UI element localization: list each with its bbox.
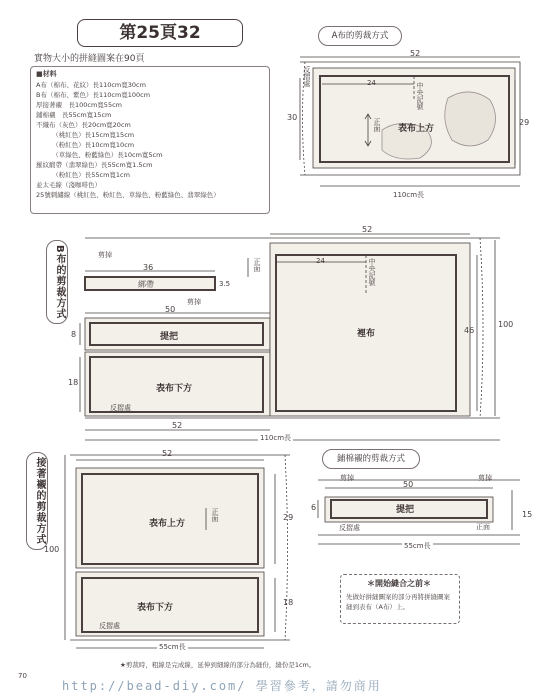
b-lining-height: 46 — [464, 326, 475, 335]
b-total-length: 110cm長 — [260, 434, 292, 442]
d-fold-label: 反摺處 — [339, 524, 360, 532]
material-line: B布（棉布、紫色）長110cm寬100cm — [36, 91, 151, 99]
a-appliqué-motif — [445, 92, 496, 146]
d-cut-label-2: 剪掉 — [478, 474, 492, 482]
b-total-height: 100 — [498, 320, 514, 329]
b-lining-width: 52 — [362, 225, 373, 234]
material-line: 不織布（灰色）長20cm寬20cm — [36, 121, 131, 129]
material-line: A布（棉布、花紋）長110cm寬30cm — [36, 81, 146, 89]
b-fold-label: 反摺處 — [110, 404, 131, 412]
material-line: 羅紋緞帶（翡翠綠色）長55cm寬1.5cm — [36, 161, 153, 169]
b-cut-label-2: 剪掉 — [187, 298, 201, 306]
c-lower-height: 18 — [283, 598, 294, 607]
section-b-label: B布的剪裁方式 — [46, 240, 68, 324]
b-strip-label: 綁帶 — [138, 280, 154, 289]
a-fold-label: 反摺處 — [303, 66, 311, 87]
b-bottom-width: 52 — [172, 421, 183, 430]
materials-title: ■材料 — [36, 70, 57, 78]
b-handle-width: 50 — [165, 305, 176, 314]
notice-body: 先做好拼縫圖案的部分再將拼縫圖案縫到表布（A布）上。 — [346, 593, 450, 611]
material-line: （桃紅色）長15cm寬15cm — [36, 131, 135, 139]
d-total-length: 55cm長 — [404, 542, 431, 550]
b-cut-label-1: 剪掉 — [98, 251, 112, 259]
material-line: 並太毛線（淺咖啡色） — [36, 181, 101, 189]
b-lower-label: 表布下方 — [156, 384, 193, 394]
b-front-label: 正面 — [253, 258, 261, 272]
c-torn-edge — [285, 455, 288, 640]
page-number: 70 — [18, 672, 27, 680]
b-center-mark-label: 中央記號 — [368, 258, 376, 286]
d-width: 50 — [403, 480, 414, 489]
b-fabric-torn-edge — [480, 238, 483, 418]
a-width-inner: 24 — [367, 79, 376, 87]
b-strip-width: 36 — [143, 263, 154, 272]
c-upper-height: 29 — [283, 513, 294, 522]
a-center-mark-label: 中央記號 — [416, 82, 424, 110]
material-line: 25號刺繡線（桃紅色、粉紅色、草綠色、粉藍綠色、翡翠綠色） — [36, 191, 220, 199]
material-line: 鋪棉襯 長55cm寬15cm — [36, 111, 112, 119]
b-handle-label: 提把 — [160, 332, 179, 342]
material-line: （粉紅色）長55cm寬1cm — [36, 171, 130, 179]
c-fold-label: 反摺處 — [99, 622, 120, 630]
b-lower-height: 18 — [68, 378, 79, 387]
page-subtitle: 實物大小的拼縫圖案在90頁 — [34, 54, 145, 64]
c-total-height: 100 — [44, 545, 60, 554]
d-front-label: 正面 — [476, 523, 490, 531]
page-title: 第25頁32 — [77, 19, 243, 47]
section-c-label: 接著襯的剪裁方式 — [26, 452, 48, 550]
a-piece-label: 表布上方 — [398, 124, 435, 134]
a-total-length: 110cm長 — [393, 191, 425, 199]
c-upper-label: 表布上方 — [149, 519, 186, 529]
material-line: （草綠色、粉藍綠色）長10cm寬5cm — [36, 151, 163, 159]
a-height-left: 30 — [287, 113, 298, 122]
footer-note: ★剪裁時，粗線是完成線，延伸到細線的部分為縫份，縫份是1cm。 — [120, 661, 316, 669]
section-a-label: A布的剪裁方式 — [318, 26, 402, 46]
d-piece-label: 提把 — [396, 505, 415, 515]
material-line: 厚接著襯 長100cm寬55cm — [36, 101, 122, 109]
a-front-label: 正面 — [373, 118, 381, 132]
a-width-top: 52 — [410, 49, 421, 58]
d-height-left: 6 — [311, 503, 317, 512]
d-height-right: 15 — [522, 510, 533, 519]
c-total-length: 55cm長 — [159, 643, 186, 651]
c-front-label: 正面 — [211, 508, 219, 522]
b-strip-height: 3.5 — [219, 280, 231, 288]
a-height-right: 29 — [519, 118, 530, 127]
material-line: （粉紅色）長10cm寬10cm — [36, 141, 135, 149]
c-width-top: 52 — [162, 449, 173, 458]
c-lower-label: 表布下方 — [137, 603, 174, 613]
b-handle-height: 8 — [71, 330, 77, 339]
section-d-label: 鋪棉襯的剪裁方式 — [322, 449, 420, 469]
b-lining-inner: 24 — [316, 257, 325, 265]
d-cut-label-1: 剪掉 — [340, 474, 354, 482]
b-lining-label: 裡布 — [357, 329, 376, 339]
watermark: http://bead-diy.com/ 學習參考，請勿商用 — [62, 679, 382, 693]
notice-title: ＊開始縫合之前＊ — [367, 579, 431, 588]
